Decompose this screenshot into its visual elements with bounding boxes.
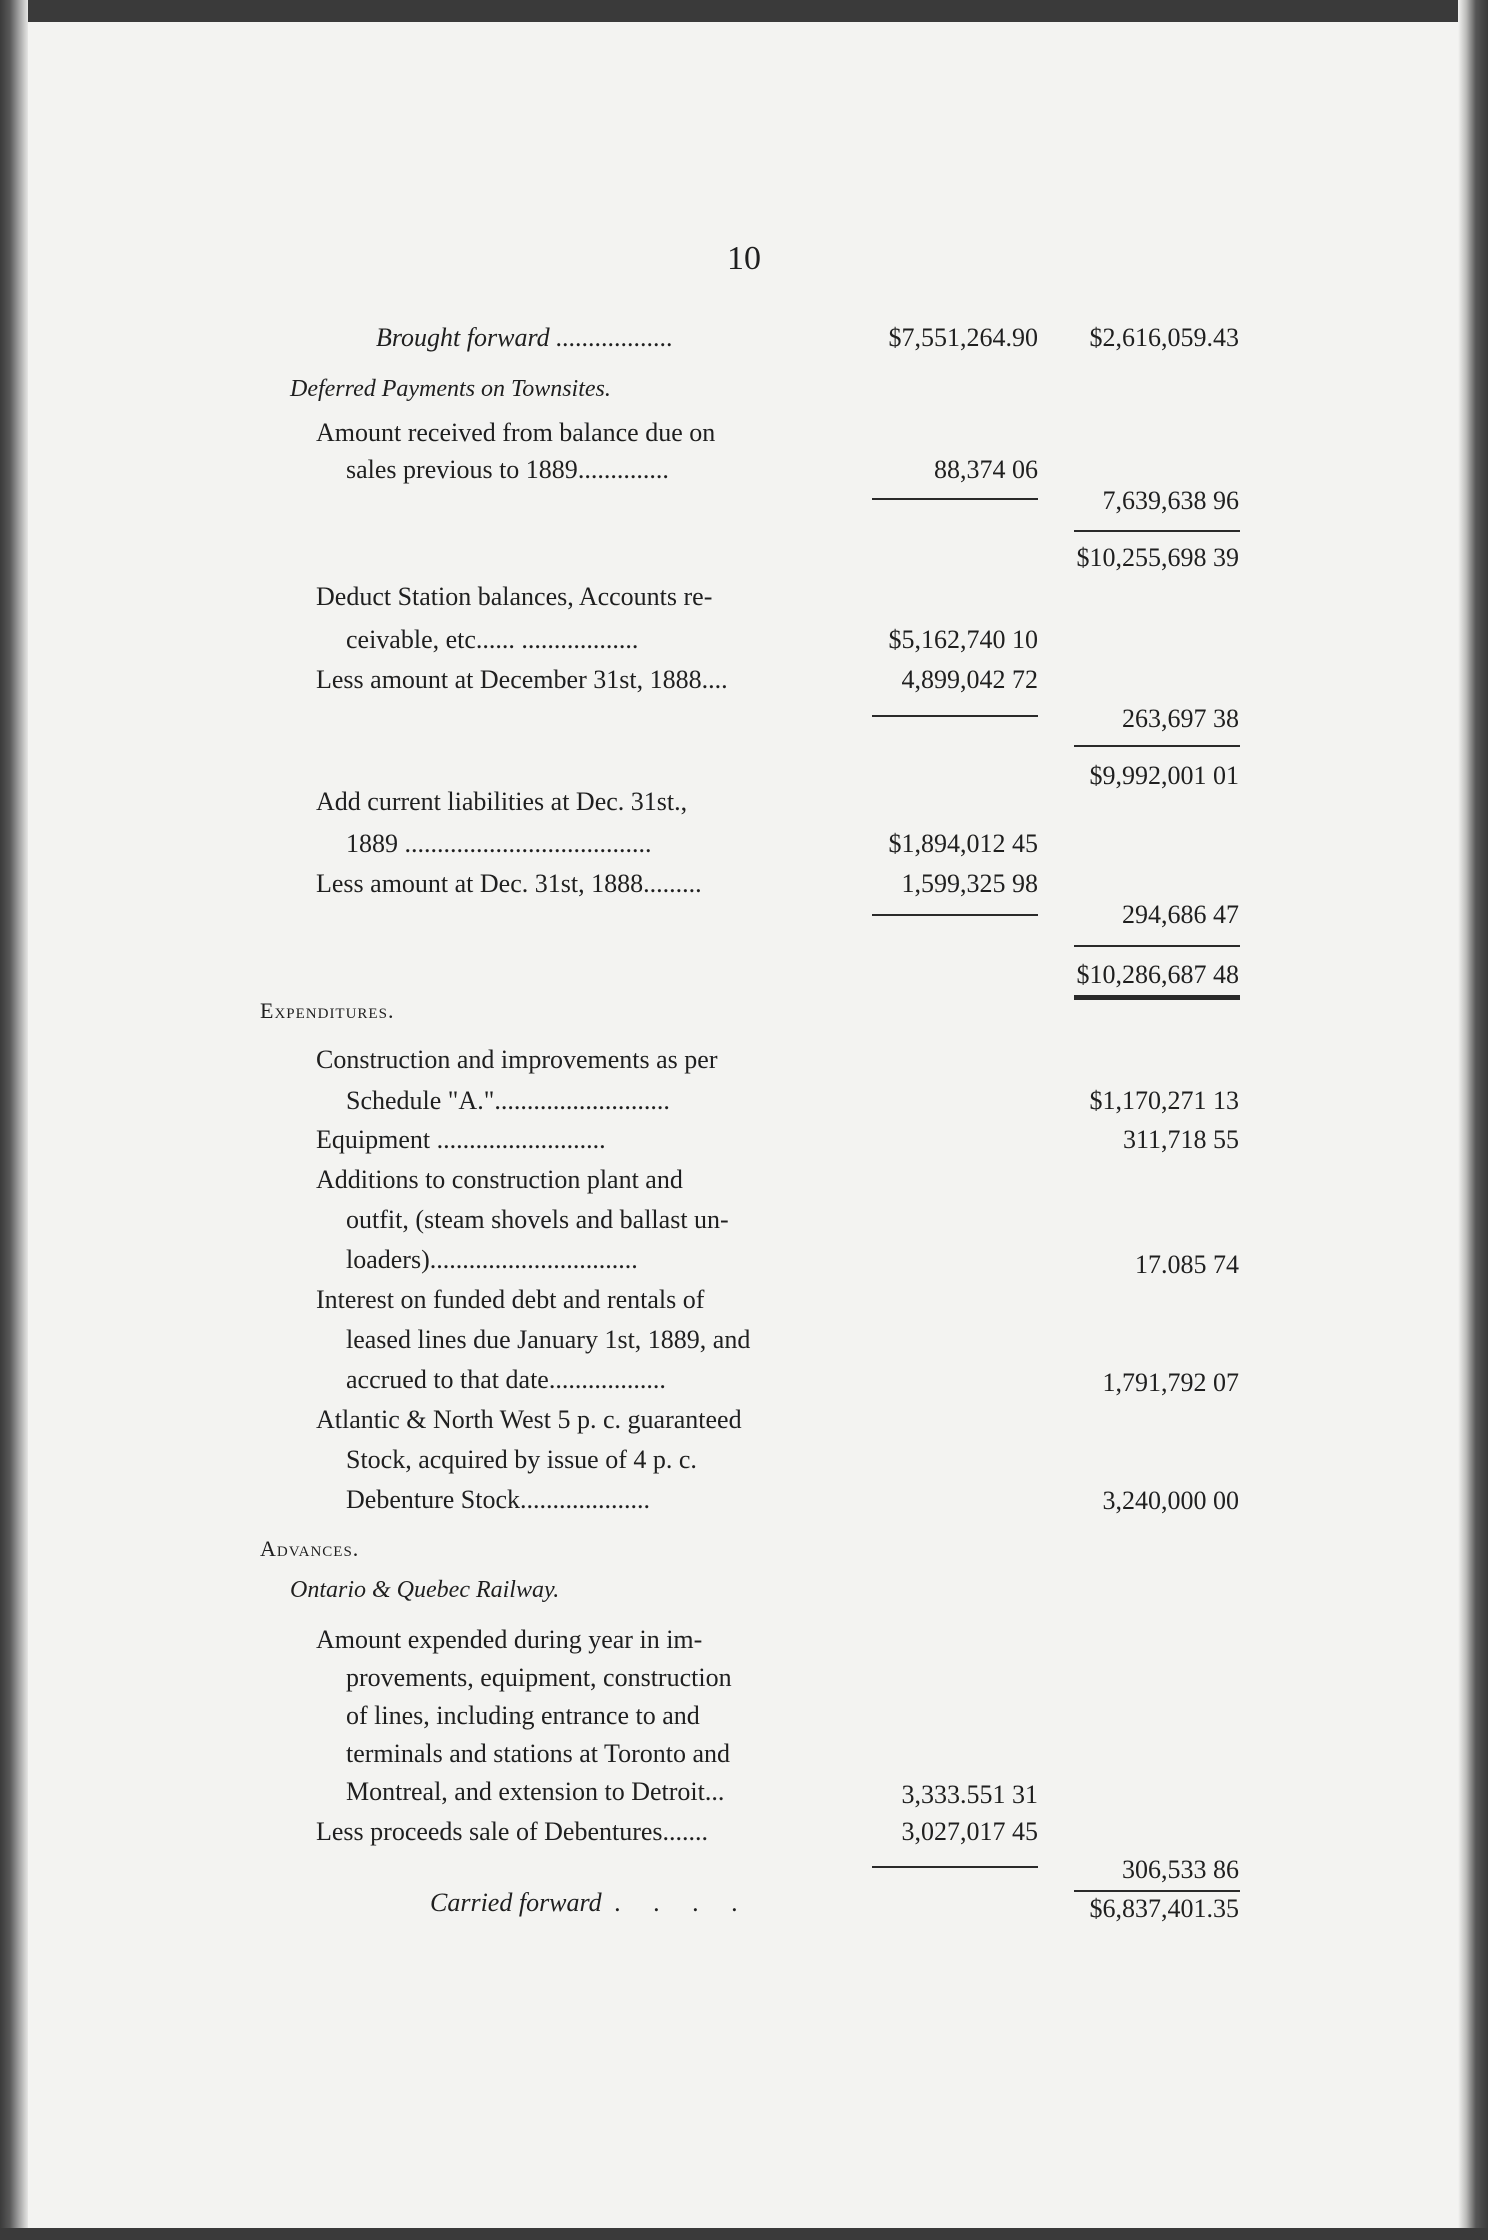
deduct-line1: Deduct Station balances, Accounts re- <box>316 582 713 611</box>
deduct-line2: ceivable, etc <box>346 625 476 654</box>
rule <box>1074 1890 1240 1892</box>
scan-border-left <box>0 0 28 2240</box>
interest-line1: Interest on funded debt and rentals of <box>316 1285 705 1314</box>
add-col1: $1,894,012 45 <box>888 829 1038 858</box>
deferred-line1: Amount received from balance due on <box>316 418 716 447</box>
brought-forward-col1: $7,551,264.90 <box>888 323 1038 352</box>
double-rule <box>1074 995 1240 1000</box>
rule <box>872 498 1038 500</box>
carried-forward-label: Carried forward <box>430 1888 602 1917</box>
rule <box>872 715 1038 717</box>
construction-line1: Construction and improvements as per <box>316 1045 718 1074</box>
add-less-col1: 1,599,325 98 <box>901 869 1038 898</box>
brought-forward-col2: $2,616,059.43 <box>1089 323 1239 352</box>
additions-line3: loaders) <box>346 1245 430 1274</box>
deduct-col2: 263,697 38 <box>1122 704 1239 733</box>
rule <box>1074 530 1240 532</box>
atlantic-line3: Debenture Stock <box>346 1485 521 1514</box>
advances-line2: provements, equipment, construction <box>346 1663 732 1692</box>
rule <box>872 1866 1038 1868</box>
advances-less-label: Less proceeds sale of Debentures <box>316 1817 663 1846</box>
deferred-payments-heading: Deferred Payments on Townsites. <box>290 376 611 402</box>
advances-less-col1: 3,027,017 45 <box>901 1817 1038 1846</box>
equipment-label: Equipment <box>316 1125 431 1154</box>
rule <box>1074 945 1240 947</box>
advances-line3: of lines, including entrance to and <box>346 1701 700 1730</box>
atlantic-line1: Atlantic & North West 5 p. c. guaranteed <box>316 1405 742 1434</box>
construction-amount: $1,170,271 13 <box>1089 1086 1239 1115</box>
advances-heading: Advances. <box>260 1536 360 1561</box>
advances-line5: Montreal, and extension to Detroit <box>346 1777 705 1806</box>
page-number: 10 <box>727 240 761 277</box>
expenditures-heading: Expenditures. <box>260 998 395 1023</box>
deferred-line2: sales previous to 1889 <box>346 455 578 484</box>
scan-border-top <box>0 0 1488 22</box>
advances-line1: Amount expended during year in im- <box>316 1625 703 1654</box>
interest-amount: 1,791,792 07 <box>1102 1368 1239 1397</box>
deferred-total: $10,255,698 39 <box>1076 543 1239 572</box>
scan-border-right <box>1458 0 1488 2240</box>
advances-col2: 306,533 86 <box>1122 1855 1239 1884</box>
additions-amount: 17.085 74 <box>1135 1250 1239 1279</box>
deduct-less-label: Less amount at December 31st, 1888 <box>316 665 702 694</box>
deferred-col1: 88,374 06 <box>934 455 1038 484</box>
atlantic-line2: Stock, acquired by issue of 4 p. c. <box>346 1445 697 1474</box>
scan-border-bottom <box>0 2228 1488 2240</box>
add-total: $10,286,687 48 <box>1076 960 1239 989</box>
construction-line2: Schedule "A." <box>346 1086 495 1115</box>
add-line2: 1889 <box>346 829 398 858</box>
deferred-col2: 7,639,638 96 <box>1102 486 1239 515</box>
rule <box>1074 745 1240 747</box>
interest-line2: leased lines due January 1st, 1889, and <box>346 1325 751 1354</box>
scanned-page: 10 Brought forward .................. $7,551,264.90 $2,616,059.43 Deferred Payments on Townsites. Amount received from balance due on sales previous to 1889.............. 88,374 06 7,639,638 96 $10,255,698 39 Deduct Station balances, Accounts re- ceivable, etc...... .................. $5,162,740 10 Less amount at December 31st, 1888.... 4,899,042 72 263,697 38 $9,992,001 01 Add current liabilities at Dec. 31st., 1889 ...................................... $1,894,012 45 Less amount at Dec. 31st, 1888......... 1,599,325 98 294,686 47 $10,286,687 48 Expenditures. Construction and improvements as per Schedule "A."........................... $1,170,271 13 Equipment .......................... 311,718 55 Additions to construction plant and outfit, (steam shovels and ballast un- loaders)................................ 17.085 74 Interest on funded debt and rentals of leased lines due January 1st, 1889, and accrued to that date.................. 1,791,792 07 Atlantic & North West 5 p. c. guaranteed Stock, acquired by issue of 4 p. c. Debenture Stock.................... 3,240,000 00 Advances. Ontario & Quebec Railway. Amount expended during year in im- provements, equipment, construction of lines, including entrance to and terminals and stations at Toronto and Montreal, and extension to Detroit... 3,333.551 31 Less proceeds sale of Debentures....... 3,027,017 45 306,533 86 Carried forward . . . . $6,837,401.35 <box>0 0 1488 2240</box>
carried-forward-amount: $6,837,401.35 <box>1089 1894 1239 1923</box>
advances-subheading: Ontario & Quebec Railway. <box>290 1577 560 1603</box>
add-line1: Add current liabilities at Dec. 31st., <box>316 787 688 816</box>
additions-line2: outfit, (steam shovels and ballast un- <box>346 1205 729 1234</box>
add-col2: 294,686 47 <box>1122 900 1239 929</box>
additions-line1: Additions to construction plant and <box>316 1165 683 1194</box>
advances-col1: 3,333.551 31 <box>901 1780 1038 1809</box>
interest-line3: accrued to that date <box>346 1365 549 1394</box>
atlantic-amount: 3,240,000 00 <box>1102 1486 1239 1515</box>
deduct-less-col1: 4,899,042 72 <box>901 665 1038 694</box>
deduct-col1: $5,162,740 10 <box>888 625 1038 654</box>
deduct-total: $9,992,001 01 <box>1089 761 1239 790</box>
add-less-label: Less amount at Dec. 31st, 1888 <box>316 869 644 898</box>
advances-line4: terminals and stations at Toronto and <box>346 1739 731 1768</box>
equipment-amount: 311,718 55 <box>1122 1125 1239 1154</box>
rule <box>872 914 1038 916</box>
brought-forward-label: Brought forward <box>376 323 550 352</box>
